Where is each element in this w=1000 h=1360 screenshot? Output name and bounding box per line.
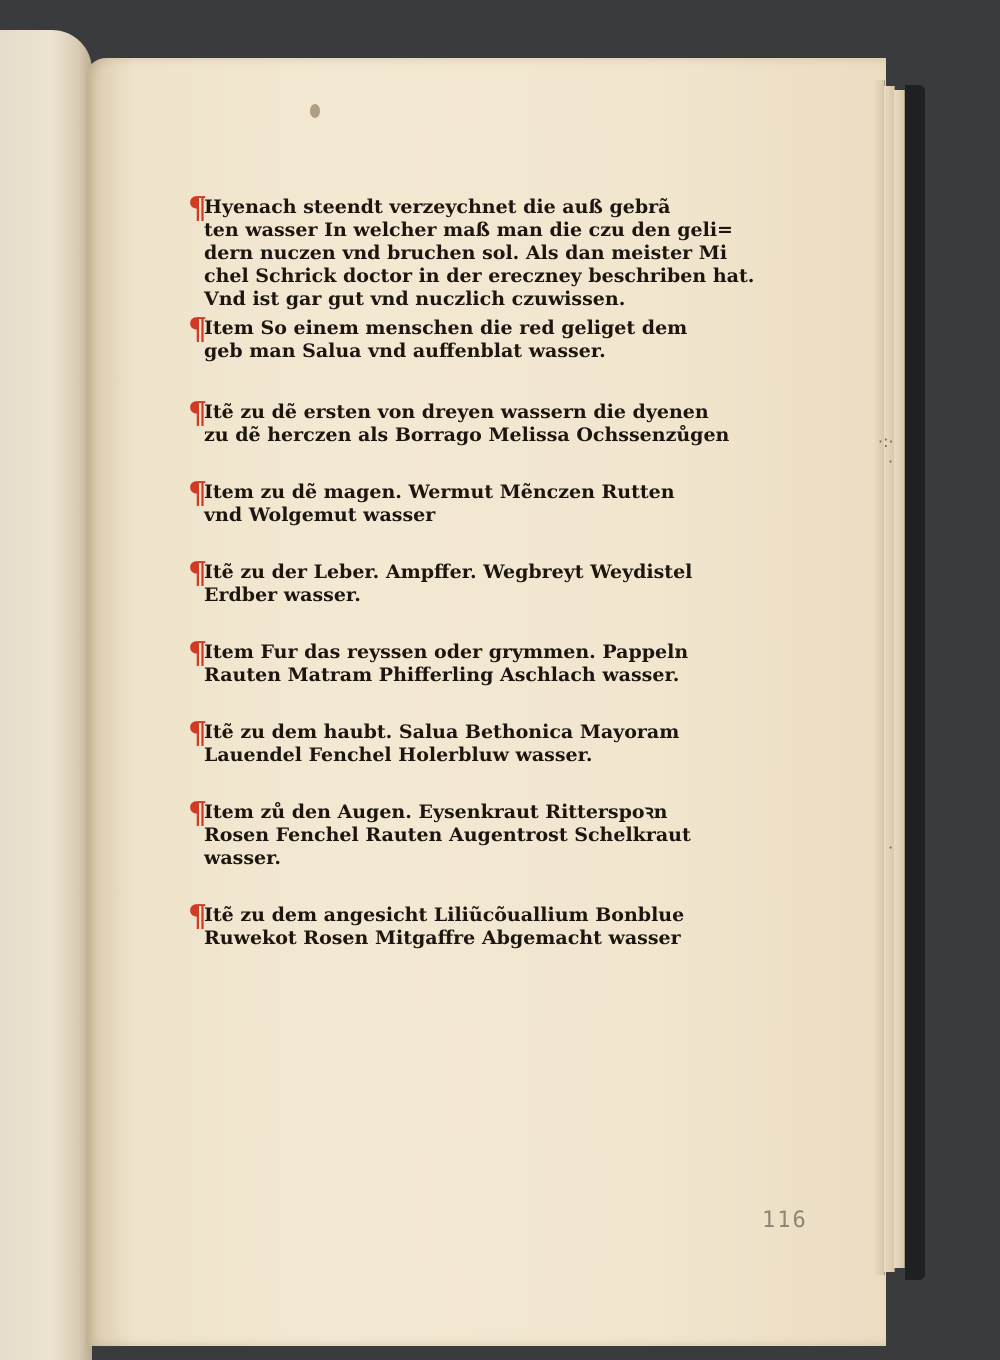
text-line: Item zu dẽ magen. Wermut Mẽnczen Rutten: [204, 481, 675, 503]
paragraph-heart: [188, 396, 736, 447]
pilcrow-icon: ¶: [188, 716, 208, 751]
text-line: Erdber wasser.: [204, 584, 361, 606]
paragraph-head: [188, 716, 736, 767]
paragraph-stomach: [188, 476, 736, 527]
text-line: geb man Salua vnd auffenblat wasser.: [204, 340, 606, 362]
text-line: Ruwekot Rosen Mitgaffre Abgemacht wasser: [204, 927, 681, 949]
page-number: 116: [762, 1208, 808, 1233]
pilcrow-icon: ¶: [188, 796, 208, 831]
pilcrow-icon: ¶: [188, 312, 208, 347]
text-line: wasser.: [204, 847, 282, 869]
recipe-text-block: [188, 191, 755, 984]
paragraph-introduction: [188, 191, 755, 311]
paragraph-speech: [188, 312, 736, 363]
text-line: Hyenach steendt verzeychnet die auß gebrã: [204, 196, 671, 218]
pilcrow-icon: ¶: [188, 636, 208, 671]
text-line: Lauendel Fenchel Holerbluw wasser.: [204, 744, 593, 766]
text-line: Vnd ist gar gut vnd nuczlich czuwissen.: [204, 288, 626, 310]
left-page: [0, 30, 92, 1360]
pilcrow-icon: ¶: [188, 556, 208, 591]
text-line: chel Schrick doctor in der ereczney beschriben hat.: [204, 265, 755, 287]
pilcrow-icon: ¶: [188, 396, 208, 431]
text-line: Itẽ zu der Leber. Ampffer. Wegbreyt Weydistel: [204, 561, 693, 583]
text-line: dern nuczen vnd bruchen sol. Als dan meister Mi: [204, 242, 728, 264]
text-line: Itẽ zu dẽ ersten von dreyen wassern die dyenen: [204, 401, 709, 423]
pilcrow-icon: ¶: [188, 191, 208, 226]
pilcrow-icon: ¶: [188, 476, 208, 511]
page-edge: [894, 90, 905, 1268]
text-line: Item So einem menschen die red geliget dem: [204, 317, 688, 339]
margin-mark: ·: [888, 838, 894, 857]
text-line: Item zů den Augen. Eysenkraut Ritterspoꝛn: [204, 801, 668, 823]
text-line: ten wasser In welcher maß man die czu den geli=: [204, 219, 733, 241]
margin-mark: ·: [888, 452, 894, 471]
paragraph-liver: [188, 556, 736, 607]
text-line: Rauten Matram Phifferling Aschlach wasser.: [204, 664, 680, 686]
paragraph-face: [188, 899, 736, 950]
text-line: zu dẽ herczen als Borrago Melissa Ochssenzůgen: [204, 424, 730, 446]
text-line: Itẽ zu dem angesicht Liliũcõuallium Bonblue: [204, 904, 685, 926]
text-line: Rosen Fenchel Rauten Augentrost Schelkraut: [204, 824, 691, 846]
text-line: vnd Wolgemut wasser: [204, 504, 436, 526]
paragraph-eyes: [188, 796, 736, 870]
text-line: Item Fur das reyssen oder grymmen. Pappeln: [204, 641, 689, 663]
paragraph-colic: [188, 636, 736, 687]
paper-stain: [310, 104, 320, 118]
margin-mark: ·:·: [878, 432, 894, 451]
book-cover-board: [905, 85, 925, 1280]
pilcrow-icon: ¶: [188, 899, 208, 934]
text-line: Itẽ zu dem haubt. Salua Bethonica Mayoram: [204, 721, 680, 743]
